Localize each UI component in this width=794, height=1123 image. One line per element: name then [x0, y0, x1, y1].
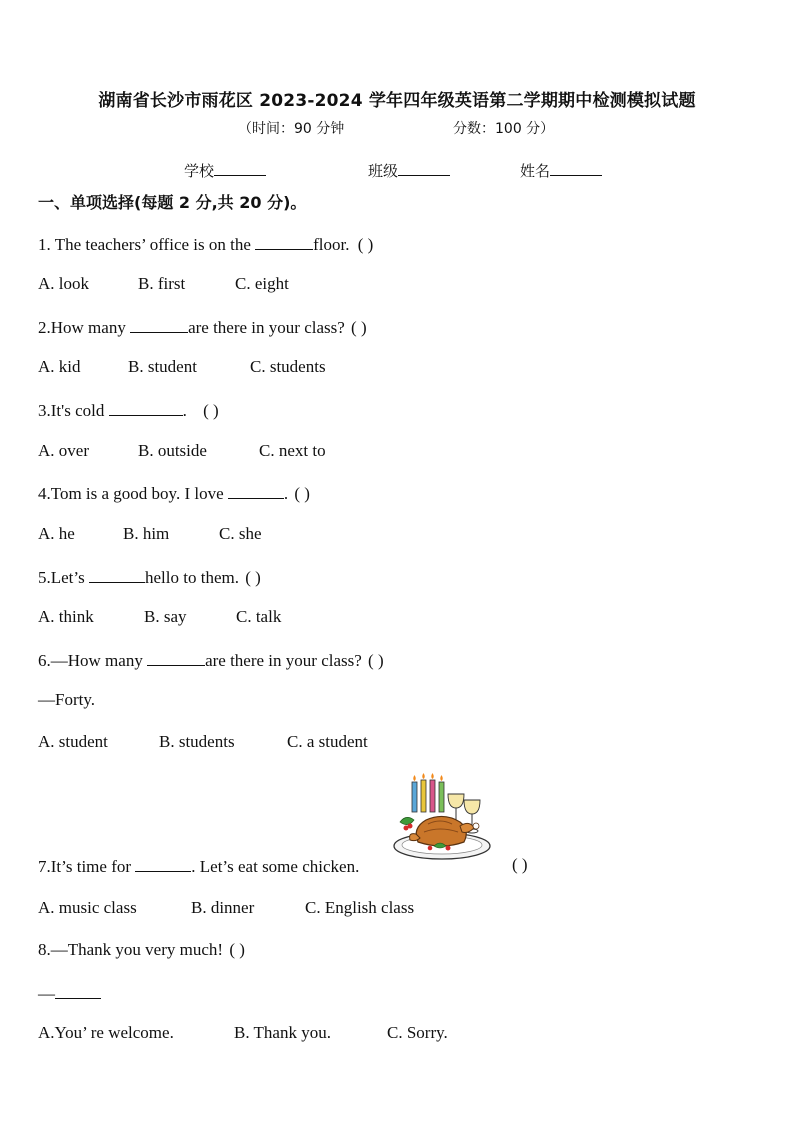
question-7-stem-post: . Let’s eat some chicken.	[191, 857, 360, 876]
question-4-stem-post: .	[283, 484, 289, 503]
question-1-answer-paren: ( )	[357, 235, 374, 254]
question-6-response: —Forty.	[38, 690, 95, 709]
question-8-response-blank	[55, 982, 101, 999]
question-2-stem-pre: 2.How many	[38, 318, 131, 337]
question-3-answer-paren: ( )	[203, 401, 219, 420]
question-5-option-a: A. think	[38, 607, 94, 626]
question-5-option-b: B. say	[144, 607, 187, 626]
question-5-answer-paren: ( )	[245, 568, 261, 587]
section-title: 一、单项选择(每题 2 分,共 20 分)。	[38, 193, 307, 212]
school-field	[184, 160, 266, 181]
question-4-option-a: A. he	[38, 524, 75, 543]
question-6-stem-post: are there in your class?	[205, 651, 362, 670]
question-4	[38, 482, 310, 504]
question-7-option-c: C. English class	[305, 898, 415, 917]
question-7-option-b: B. dinner	[191, 898, 255, 917]
question-8-option-a: A.You’ re welcome.	[38, 1023, 174, 1042]
question-6-option-c: C. a student	[287, 732, 368, 751]
exam-time: （时间：90 分钟	[238, 121, 345, 137]
name-blank	[550, 161, 602, 176]
question-6-option-b: B. students	[159, 732, 235, 751]
question-4-stem-pre: 4.Tom is a good boy. I love	[38, 484, 228, 503]
question-5-option-c: C. talk	[236, 607, 282, 626]
question-1-option-c: C. eight	[235, 274, 289, 293]
question-8-response	[38, 982, 101, 1004]
question-3-blank	[109, 399, 183, 416]
question-1-option-b: B. first	[138, 274, 186, 293]
question-7-options	[38, 898, 414, 918]
school-label: 学校	[184, 162, 215, 180]
school-blank	[214, 161, 266, 176]
question-3-stem-post: .	[182, 401, 187, 420]
question-1-stem-post: floor.	[313, 235, 350, 254]
question-7-answer-paren: ( )	[512, 855, 528, 874]
question-3-option-b: B. outside	[138, 441, 207, 460]
question-1-blank	[255, 233, 313, 250]
question-1-stem-pre: 1. The teachers’ office is on the	[38, 235, 256, 254]
question-2	[38, 316, 367, 338]
question-6-answer-paren: ( )	[368, 651, 384, 670]
question-5-blank	[89, 566, 145, 583]
question-4-options	[38, 524, 262, 544]
question-6-stem-pre: 6.—How many	[38, 651, 148, 670]
question-4-answer-paren: ( )	[294, 484, 310, 503]
question-5-options	[38, 607, 281, 627]
question-7-option-a: A. music class	[38, 898, 137, 917]
question-3	[38, 399, 219, 421]
question-5-stem-post: hello to them.	[145, 568, 239, 587]
question-8-stem: 8.—Thank you very much!	[38, 940, 224, 959]
question-6-option-a: A. student	[38, 732, 108, 751]
question-2-answer-paren: ( )	[351, 318, 367, 337]
question-5	[38, 566, 261, 588]
question-3-options	[38, 441, 326, 461]
question-7	[38, 855, 359, 877]
class-blank	[398, 161, 450, 176]
question-2-stem-post: are there in your class?	[188, 318, 345, 337]
question-3-option-c: C. next to	[259, 441, 326, 460]
name-field	[520, 160, 602, 181]
question-4-option-b: B. him	[123, 524, 170, 543]
question-3-option-a: A. over	[38, 441, 89, 460]
question-1-options	[38, 274, 289, 294]
question-5-stem-pre: 5.Let’s	[38, 568, 89, 587]
exam-title: 湖南省长沙市雨花区 2023-2024 学年四年级英语第二学期期中检测模拟试题	[98, 91, 696, 111]
question-8-response-dash: —	[38, 984, 55, 1003]
question-4-option-c: C. she	[219, 524, 262, 543]
question-6-blank	[147, 649, 205, 666]
question-6	[38, 649, 384, 671]
class-field	[368, 160, 450, 181]
question-8	[38, 940, 245, 960]
question-3-stem-pre: 3.It's cold	[38, 401, 109, 420]
question-1	[38, 233, 373, 255]
question-1-option-a: A. look	[38, 274, 89, 293]
question-7-blank	[135, 855, 191, 872]
question-8-option-c: C. Sorry.	[387, 1023, 448, 1042]
question-2-option-a: A. kid	[38, 357, 81, 376]
question-2-blank	[130, 316, 188, 333]
question-2-options	[38, 357, 326, 377]
question-2-option-c: C. students	[250, 357, 326, 376]
question-8-options	[38, 1023, 448, 1043]
roast-chicken-dinner-image	[390, 772, 494, 866]
question-2-option-b: B. student	[128, 357, 197, 376]
question-4-blank	[228, 482, 284, 499]
exam-score: 分数：100 分）	[453, 121, 555, 137]
class-label: 班级	[368, 162, 399, 180]
question-7-stem-pre: 7.It’s time for	[38, 857, 136, 876]
question-6-options	[38, 732, 368, 752]
name-label: 姓名	[520, 162, 551, 180]
question-8-option-b: B. Thank you.	[234, 1023, 331, 1042]
question-8-answer-paren: ( )	[229, 940, 245, 959]
